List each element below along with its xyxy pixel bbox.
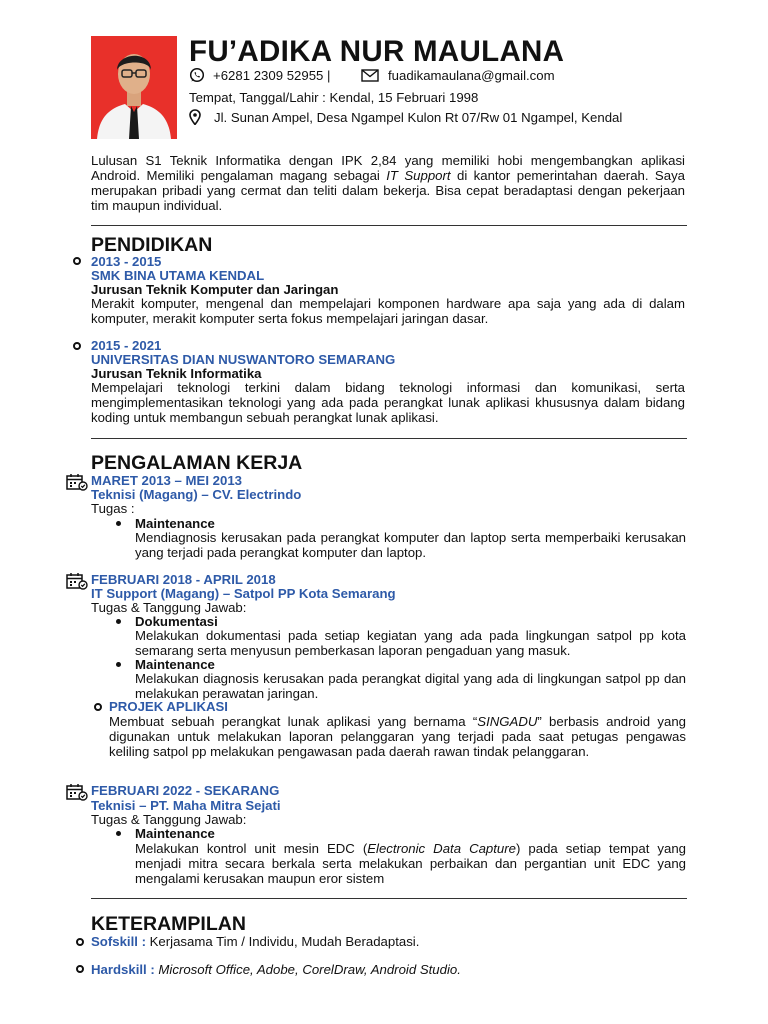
task-title: Dokumentasi <box>135 614 218 629</box>
summary-text-2: di kantor pemerintahan daerah. Saya merupakan pribadi yang cermat dan teliti dalam bekerja. Bisa cepat beradaptasi dengan pekerjaan tim maupun individual. <box>91 168 685 213</box>
task-title: Maintenance <box>135 826 215 841</box>
skills-heading: KETERAMPILAN <box>91 913 246 935</box>
hard-skills <box>91 962 461 977</box>
education-heading: PENDIDIKAN <box>91 234 213 256</box>
profile-photo <box>91 36 177 139</box>
person-name: FU’ADIKA NUR MAULANA <box>189 35 565 68</box>
birth-info: Tempat, Tanggal/Lahir : Kendal, 15 Februari 1998 <box>189 90 479 105</box>
education-school: UNIVERSITAS DIAN NUSWANTORO SEMARANG <box>91 352 396 367</box>
location-pin-icon <box>189 109 201 125</box>
mail-icon <box>361 69 379 82</box>
education-description: Merakit komputer, mengenal dan mempelajari komponen hardware apa saja yang ada di dalam komputer, merakit komputer serta fokus mempelajari jaringan dasar. <box>91 296 685 326</box>
project-app-name: SINGADU <box>477 714 538 729</box>
timeline-circle-icon <box>73 342 81 350</box>
education-major: Jurusan Teknik Komputer dan Jaringan <box>91 282 339 297</box>
tasks-label: Tugas & Tanggung Jawab: <box>91 600 247 615</box>
task-description: Melakukan dokumentasi pada setiap kegiatan yang ada pada lingkungan satpol pp kota semarang serta menyusun pemberkasan laporan pengaduan yang masuk. <box>135 628 686 658</box>
hard-skill-label: Hardskill : <box>91 962 155 977</box>
project-text-1: Membuat sebuah perangkat lunak aplikasi yang bernama “ <box>109 714 478 729</box>
calendar-icon <box>66 783 88 801</box>
job-period: FEBRUARI 2018 - APRIL 2018 <box>91 572 276 587</box>
bullet-icon <box>116 662 121 667</box>
project-title: PROJEK APLIKASI <box>109 699 228 714</box>
profile-summary <box>91 153 685 213</box>
bullet-icon <box>116 619 121 624</box>
task-description: Melakukan diagnosis kerusakan pada perangkat digital yang ada di lingkungan satpol pp dan melakukan perawatan jaringan. <box>135 671 686 701</box>
tasks-label: Tugas : <box>91 501 135 516</box>
phone-number: +6281 2309 52955 | <box>213 68 331 83</box>
experience-heading: PENGALAMAN KERJA <box>91 452 303 474</box>
job-period: FEBRUARI 2022 - SEKARANG <box>91 783 280 798</box>
education-years: 2013 - 2015 <box>91 254 162 269</box>
whatsapp-icon <box>189 67 205 83</box>
bullet-icon <box>116 521 121 526</box>
task-text-2: ) pada setiap tempat yang menjadi mitra secara berkala serta melakukan perbaikan dan pergantian unit EDC yang mengalami kerusakan maupun eror sistem <box>135 841 686 886</box>
summary-italic: IT Support <box>386 168 451 183</box>
calendar-icon <box>66 473 88 491</box>
summary-text-1: Lulusan S1 Teknik Informatika dengan IPK 2,84 yang memiliki hobi mengembangkan aplikasi Android. Memiliki pengalaman magang sebagai <box>91 153 685 183</box>
timeline-circle-icon <box>73 257 81 265</box>
job-title: Teknisi – PT. Maha Mitra Sejati <box>91 798 281 813</box>
timeline-circle-icon <box>94 703 102 711</box>
task-description: Mendiagnosis kerusakan pada perangkat komputer dan laptop serta memperbaiki kerusakan yang terjadi pada perangkat komputer dan laptop. <box>135 530 686 560</box>
tasks-label: Tugas & Tanggung Jawab: <box>91 812 247 827</box>
project-text-2: ” berbasis android yang digunakan untuk melakukan laporan pelanggaran yang terjadi pada saat petugas pengawas keliling satpol pp melakukan pengawasan pada daerah rawan tindak pelanggaran. <box>109 714 686 759</box>
task-description <box>135 841 686 886</box>
email-address: fuadikamaulana@gmail.com <box>388 68 555 83</box>
job-title: IT Support (Magang) – Satpol PP Kota Semarang <box>91 586 396 601</box>
education-major: Jurusan Teknik Informatika <box>91 366 262 381</box>
section-divider <box>91 438 687 439</box>
soft-skills <box>91 934 419 949</box>
task-title: Maintenance <box>135 516 215 531</box>
soft-skill-value: Kerjasama Tim / Individu, Mudah Beradaptasi. <box>145 934 420 949</box>
timeline-circle-icon <box>76 938 84 946</box>
education-school: SMK BINA UTAMA KENDAL <box>91 268 265 283</box>
section-divider <box>91 225 687 226</box>
calendar-icon <box>66 572 88 590</box>
task-title: Maintenance <box>135 657 215 672</box>
bullet-icon <box>116 831 121 836</box>
hard-skill-value: Microsoft Office, Adobe, CorelDraw, Android Studio. <box>154 962 461 977</box>
task-italic: Electronic Data Capture <box>367 841 516 856</box>
project-description <box>109 714 686 759</box>
soft-skill-label: Sofskill : <box>91 934 146 949</box>
job-title: Teknisi (Magang) – CV. Electrindo <box>91 487 302 502</box>
timeline-circle-icon <box>76 965 84 973</box>
section-divider <box>91 898 687 899</box>
education-description: Mempelajari teknologi terkini dalam bidang teknologi informasi dan komunikasi, serta mengimplementasikan teknologi yang ada pada perangkat lunak aplikasi khususnya dalam bidang koding untuk membangun sebuah perangkat lunak aplikasi. <box>91 380 685 425</box>
job-period: MARET 2013 – MEI 2013 <box>91 473 242 488</box>
home-address: Jl. Sunan Ampel, Desa Ngampel Kulon Rt 07/Rw 01 Ngampel, Kendal <box>214 110 623 125</box>
education-years: 2015 - 2021 <box>91 338 162 353</box>
task-text-1: Melakukan kontrol unit mesin EDC ( <box>135 841 368 856</box>
